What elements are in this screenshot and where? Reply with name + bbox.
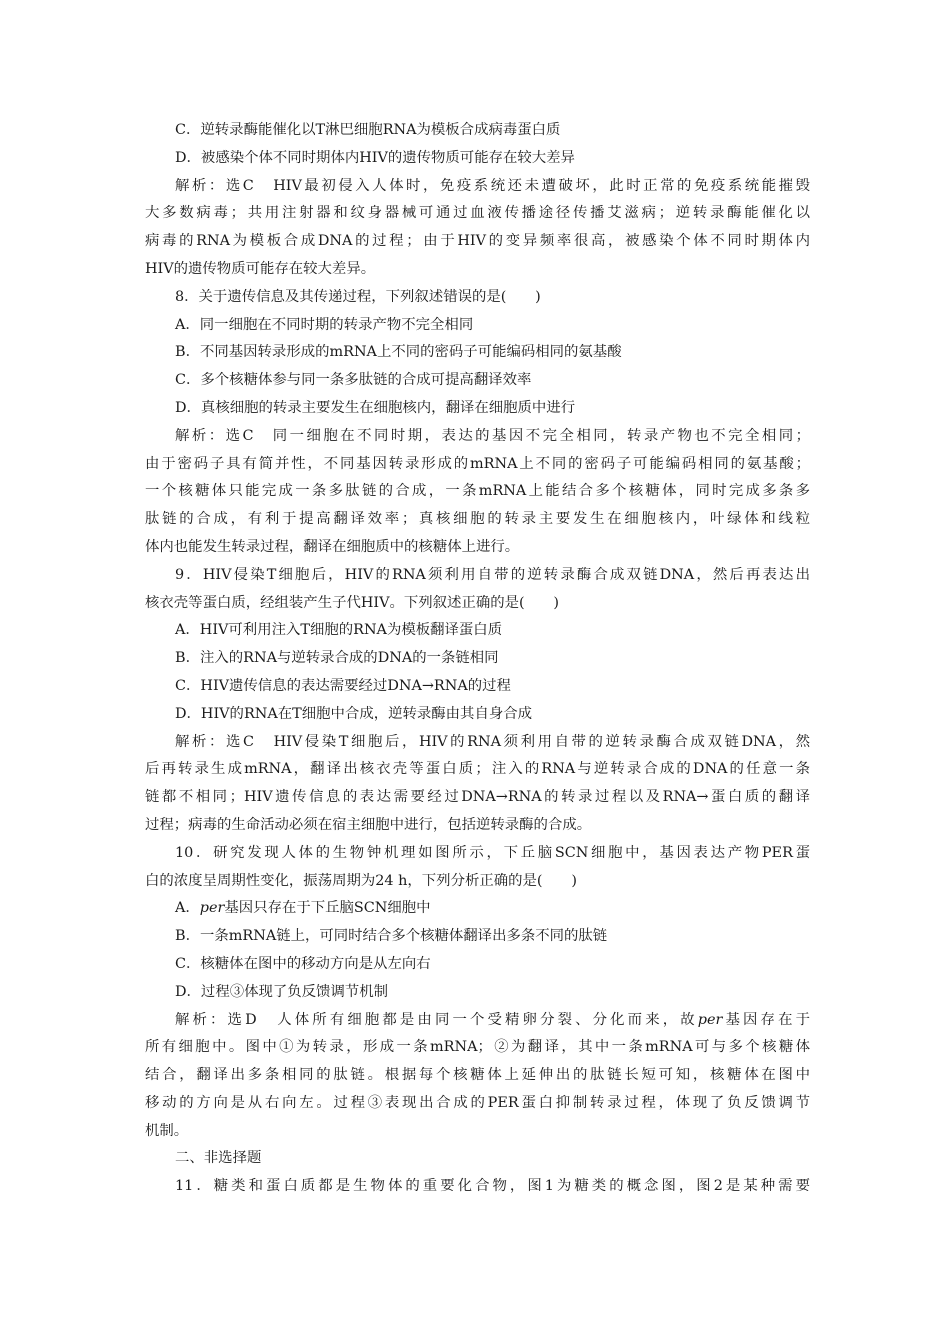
text-line: 二、非选择题: [175, 1150, 262, 1167]
text-line: 9．HIV侵染T细胞后，HIV的RNA须利用自带的逆转录酶合成双链DNA，然后再表达出: [175, 566, 810, 583]
text-line: 后再转录生成mRNA，翻译出核衣壳等蛋白质；注入的RNA与逆转录合成的DNA的任意一条: [145, 761, 810, 778]
text-line: C．核糖体在图中的移动方向是从左向右: [175, 955, 431, 972]
text-line: 大多数病毒；共用注射器和纹身器械可通过血液传播途径传播艾滋病；逆转录酶能催化以: [145, 205, 810, 222]
text-line: 一个核糖体只能完成一条多肽链的合成，一条mRNA上能结合多个核糖体，同时完成多条多: [145, 483, 810, 500]
text-line: 结合，翻译出多条相同的肽链。根据每个核糖体上延伸出的肽链长短可知，核糖体在图中: [145, 1067, 810, 1084]
text-line: D．过程③体现了负反馈调节机制: [175, 983, 389, 1000]
text-segment: A．: [175, 900, 200, 917]
text-segment: 基因存在于: [722, 1011, 810, 1028]
text-line: 移动的方向是从右向左。过程③表现出合成的PER蛋白抑制转录过程，体现了负反馈调节: [145, 1094, 810, 1111]
document-page: [145, 117, 810, 1201]
text-line: D．HIV的RNA在T细胞中合成，逆转录酶由其自身合成: [175, 705, 533, 722]
text-line: B．不同基因转录形成的mRNA上不同的密码子可能编码相同的氨基酸: [175, 344, 622, 361]
text-line: B．一条mRNA链上，可同时结合多个核糖体翻译出多条不同的肽链: [175, 928, 608, 945]
text-line: [145, 1007, 810, 1035]
text-line: A．HIV可利用注入T细胞的RNA为模板翻译蛋白质: [175, 622, 503, 639]
text-line: D．被感染个体不同时期体内HIV的遗传物质可能存在较大差异: [175, 149, 575, 166]
gene-name-italic: per: [199, 900, 225, 917]
text-line: 核衣壳等蛋白质，经组装产生子代HIV。下列叙述正确的是( ): [145, 594, 560, 611]
text-line: 10．研究发现人体的生物钟机理如图所示，下丘脑SCN细胞中，基因表达产物PER蛋: [175, 844, 810, 861]
text-line: B．注入的RNA与逆转录合成的DNA的一条链相同: [175, 650, 499, 667]
text-line: C．HIV遗传信息的表达需要经过DNA→RNA的过程: [175, 677, 511, 694]
text-line: 解析：选C HIV侵染T细胞后，HIV的RNA须利用自带的逆转录酶合成双链DNA，然: [175, 733, 810, 750]
text-line: D．真核细胞的转录主要发生在细胞核内，翻译在细胞质中进行: [175, 399, 576, 416]
text-line: C．逆转录酶能催化以T淋巴细胞RNA为模板合成病毒蛋白质: [175, 122, 561, 138]
gene-name-italic: per: [697, 1011, 723, 1028]
text-line: 解析：选C 同一细胞在不同时期，表达的基因不完全相同，转录产物也不完全相同；: [175, 427, 810, 444]
text-line: 11．糖类和蛋白质都是生物体的重要化合物，图1为糖类的概念图，图2是某种需要: [175, 1178, 810, 1195]
text-line: 链都不相同；HIV遗传信息的表达需要经过DNA→RNA的转录过程以及RNA→蛋白质的翻译: [145, 789, 810, 806]
text-line: 8．关于遗传信息及其传递过程，下列叙述错误的是( ): [175, 288, 541, 305]
text-line: 肽链的合成，有利于提高翻译效率；真核细胞的转录主要发生在细胞核内，叶绿体和线粒: [145, 511, 810, 528]
text-segment: 基因只存在于下丘脑SCN细胞中: [224, 900, 431, 917]
text-line: 解析：选C HIV最初侵入人体时，免疫系统还未遭破坏，此时正常的免疫系统能摧毁: [175, 177, 810, 194]
text-line: C．多个核糖体参与同一条多肽链的合成可提高翻译效率: [175, 372, 532, 389]
text-line: [145, 895, 810, 923]
text-line: HIV的遗传物质可能存在较大差异。: [145, 260, 376, 277]
text-line: 体内也能发生转录过程，翻译在细胞质中的核糖体上进行。: [145, 538, 520, 555]
text-line: 过程；病毒的生命活动必须在宿主细胞中进行，包括逆转录酶的合成。: [145, 816, 592, 833]
text-line: 机制。: [145, 1122, 189, 1139]
text-line: A．同一细胞在不同时期的转录产物不完全相同: [175, 316, 474, 333]
text-line: 由于密码子具有简并性，不同基因转录形成的mRNA上不同的密码子可能编码相同的氨基酸；: [145, 455, 810, 472]
text-segment: 解析：选D 人体所有细胞都是由同一个受精卵分裂、分化而来，故: [175, 1011, 698, 1028]
text-line: 所有细胞中。图中①为转录，形成一条mRNA；②为翻译，其中一条mRNA可与多个核糖体: [145, 1039, 810, 1056]
text-line: 白的浓度呈周期性变化，振荡周期为24 h，下列分析正确的是( ): [145, 872, 577, 889]
text-line: 病毒的RNA为模板合成DNA的过程；由于HIV的变异频率很高，被感染个体不同时期体内: [145, 233, 810, 250]
